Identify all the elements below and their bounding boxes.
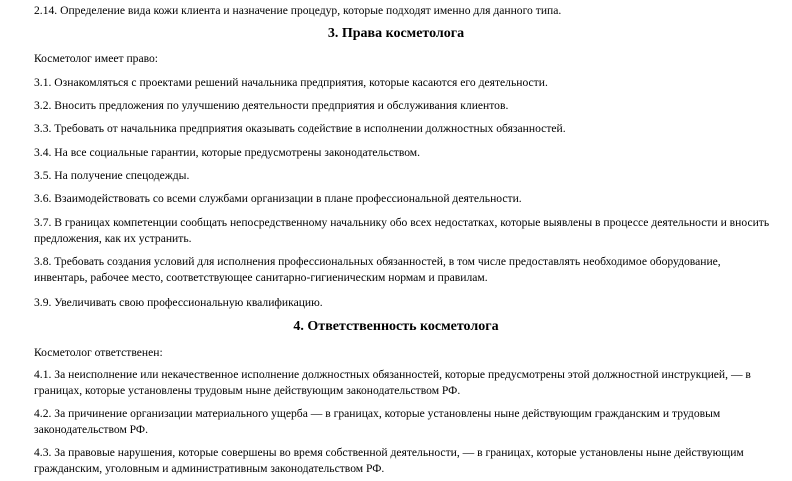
paragraph-2-14: 2.14. Определение вида кожи клиента и назначение процедур, которые подходят именно для данного типа. xyxy=(34,4,562,17)
paragraph-3-5: 3.5. На получение спецодежды. xyxy=(34,169,190,182)
paragraph-3-8: 3.8. Требовать создания условий для исполнения профессиональных обязанностей, в том числе предоставлять необходимое оборудование, инвентарь, рабочее место, соответствующее санитарно-гигиеническим нормам и правилам. xyxy=(34,255,721,284)
section-3-title: 3. Права косметолога xyxy=(327,26,465,41)
paragraph-3-9: 3.9. Увеличивать свою профессиональную квалификацию. xyxy=(34,296,323,309)
paragraph-3-7: 3.7. В границах компетенции сообщать непосредственному начальнику обо всех недостатках, которые выявлены в процессе деятельности и вносить предложения, как их устранить. xyxy=(34,216,770,245)
paragraph-3-3: 3.3. Требовать от начальника предприятия оказывать содействие в исполнении должностных обязанностей. xyxy=(34,122,566,135)
paragraph-3-1: 3.1. Ознакомляться с проектами решений начальника предприятия, которые касаются его деятельности. xyxy=(34,76,548,89)
paragraph-4-1: 4.1. За неисполнение или некачественное исполнение должностных обязанностей, которые предусмотрены этой должностной инструкцией, — в границах, которые установлены трудовым ныне действующим законодательством РФ. xyxy=(34,368,751,397)
section-4-title: 4. Ответственность косметолога xyxy=(293,319,499,334)
paragraph-4-2: 4.2. За причинение организации материального ущерба — в границах, которые установлены ныне действующим гражданским и трудовым законодательством РФ. xyxy=(34,407,721,436)
paragraph-3-6: 3.6. Взаимодействовать со всеми службами организации в плане профессиональной деятельности. xyxy=(34,192,522,205)
paragraph-3-4: 3.4. На все социальные гарантии, которые предусмотрены законодательством. xyxy=(34,146,421,159)
paragraph-4-3: 4.3. За правовые нарушения, которые совершены во время собственной деятельности, — в границах, которые установлены ныне действующим гражданским, уголовным и административным законодательством РФ. xyxy=(34,446,744,475)
section-4-intro: Косметолог ответственен: xyxy=(34,346,163,359)
paragraph-3-2: 3.2. Вносить предложения по улучшению деятельности предприятия и обслуживания клиентов. xyxy=(34,99,509,112)
section-3-intro: Косметолог имеет право: xyxy=(34,52,159,65)
